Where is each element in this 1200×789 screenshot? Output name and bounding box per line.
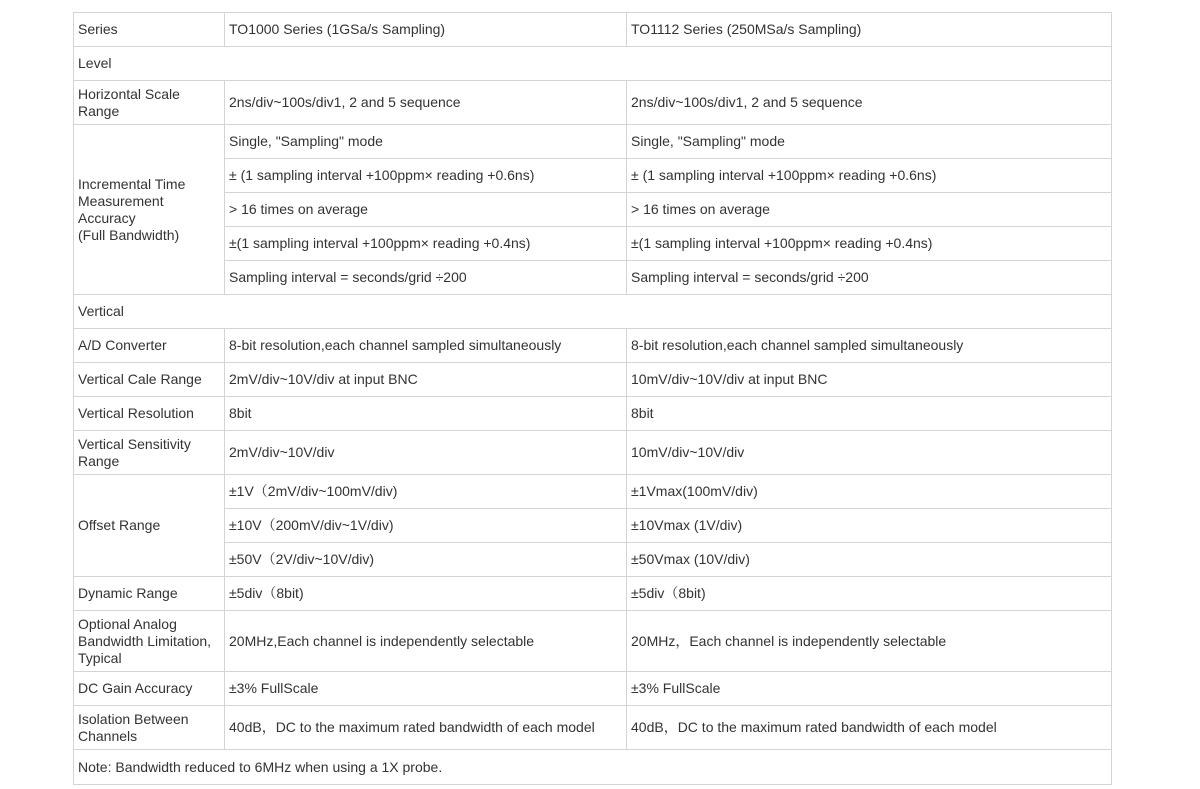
label-line: Incremental Time	[78, 175, 186, 192]
cell-col1: 8bit	[225, 397, 627, 431]
cell-col2: ±3% FullScale	[627, 672, 1112, 706]
section-row	[74, 47, 1112, 81]
row-label: Vertical Sensitivity Range	[74, 431, 225, 475]
cell-col1: Single, "Sampling" mode	[225, 125, 627, 159]
cell-col2: 8bit	[627, 397, 1112, 431]
table-row	[74, 611, 1112, 672]
table-row	[74, 672, 1112, 706]
label-line: (Full Bandwidth)	[78, 226, 180, 243]
cell-col2: 10mV/div~10V/div	[627, 431, 1112, 475]
label-line: Measurement	[78, 192, 164, 209]
cell-col1: ±50V（2V/div~10V/div)	[225, 543, 627, 577]
row-label: Dynamic Range	[74, 577, 225, 611]
cell-col1: 20MHz,Each channel is independently selectable	[225, 611, 627, 672]
cell-col2: Sampling interval = seconds/grid ÷200	[627, 261, 1112, 295]
row-label: Horizontal Scale Range	[74, 81, 225, 125]
label-line: Channels	[78, 727, 138, 744]
cell-col2: 40dB，DC to the maximum rated bandwidth of each model	[627, 706, 1112, 750]
label-line: Optional Analog	[78, 615, 177, 632]
section-row	[74, 295, 1112, 329]
cell-col1: ±5div（8bit)	[225, 577, 627, 611]
cell-col1: 2mV/div~10V/div	[225, 431, 627, 475]
cell-col1: 40dB，DC to the maximum rated bandwidth of each model	[225, 706, 627, 750]
table-row	[74, 577, 1112, 611]
cell-col2: ±(1 sampling interval +100ppm× reading +0.4ns)	[627, 227, 1112, 261]
table-row	[74, 543, 1112, 577]
table-row	[74, 706, 1112, 750]
cell-col2: ±5div（8bit)	[627, 577, 1112, 611]
cell-col1: 2ns/div~100s/div1, 2 and 5 sequence	[225, 81, 627, 125]
table-row	[74, 329, 1112, 363]
cell-col1: ± (1 sampling interval +100ppm× reading +0.6ns)	[225, 159, 627, 193]
label-line: Bandwidth Limitation,	[78, 632, 212, 649]
cell-col1: Sampling interval = seconds/grid ÷200	[225, 261, 627, 295]
label-line: Typical	[78, 649, 122, 666]
cell-col2: 2ns/div~100s/div1, 2 and 5 sequence	[627, 81, 1112, 125]
header-label: Series	[74, 13, 225, 47]
table-row	[74, 227, 1112, 261]
cell-col2: > 16 times on average	[627, 193, 1112, 227]
cell-col1: > 16 times on average	[225, 193, 627, 227]
cell-col2: ±10Vmax (1V/div)	[627, 509, 1112, 543]
row-label-analog-bandwidth	[74, 611, 225, 672]
row-label-isolation	[74, 706, 225, 750]
note-text: Note: Bandwidth reduced to 6MHz when using a 1X probe.	[74, 750, 1112, 785]
row-label: DC Gain Accuracy	[74, 672, 225, 706]
cell-col1: ±(1 sampling interval +100ppm× reading +0.4ns)	[225, 227, 627, 261]
cell-col1: ±3% FullScale	[225, 672, 627, 706]
row-label: Vertical Resolution	[74, 397, 225, 431]
row-label: A/D Converter	[74, 329, 225, 363]
table-row	[74, 397, 1112, 431]
header-col1: TO1000 Series (1GSa/s Sampling)	[225, 13, 627, 47]
row-label-incremental-time	[74, 125, 225, 295]
cell-col1: 2mV/div~10V/div at input BNC	[225, 363, 627, 397]
table-row	[74, 193, 1112, 227]
cell-col1: 8-bit resolution,each channel sampled simultaneously	[225, 329, 627, 363]
table-row	[74, 431, 1112, 475]
row-label: Vertical Cale Range	[74, 363, 225, 397]
cell-col1: ±10V（200mV/div~1V/div)	[225, 509, 627, 543]
row-label-offset-range: Offset Range	[74, 475, 225, 577]
cell-col2: ± (1 sampling interval +100ppm× reading +0.6ns)	[627, 159, 1112, 193]
table-row	[74, 363, 1112, 397]
cell-col1: ±1V（2mV/div~100mV/div)	[225, 475, 627, 509]
table-row	[74, 13, 1112, 47]
note-row	[74, 750, 1112, 785]
table-row	[74, 81, 1112, 125]
cell-col2: ±50Vmax (10V/div)	[627, 543, 1112, 577]
spec-table	[73, 12, 1112, 785]
cell-col2: Single, "Sampling" mode	[627, 125, 1112, 159]
label-line: Accuracy	[78, 209, 136, 226]
section-vertical: Vertical	[74, 295, 1112, 329]
table-row	[74, 475, 1112, 509]
table-row	[74, 159, 1112, 193]
cell-col2: 20MHz，Each channel is independently selectable	[627, 611, 1112, 672]
cell-col2: 8-bit resolution,each channel sampled simultaneously	[627, 329, 1112, 363]
label-line: Isolation Between	[78, 710, 189, 727]
table-row	[74, 509, 1112, 543]
cell-col2: ±1Vmax(100mV/div)	[627, 475, 1112, 509]
table-row	[74, 261, 1112, 295]
section-level: Level	[74, 47, 1112, 81]
table-row	[74, 125, 1112, 159]
cell-col2: 10mV/div~10V/div at input BNC	[627, 363, 1112, 397]
header-col2: TO1112 Series (250MSa/s Sampling)	[627, 13, 1112, 47]
